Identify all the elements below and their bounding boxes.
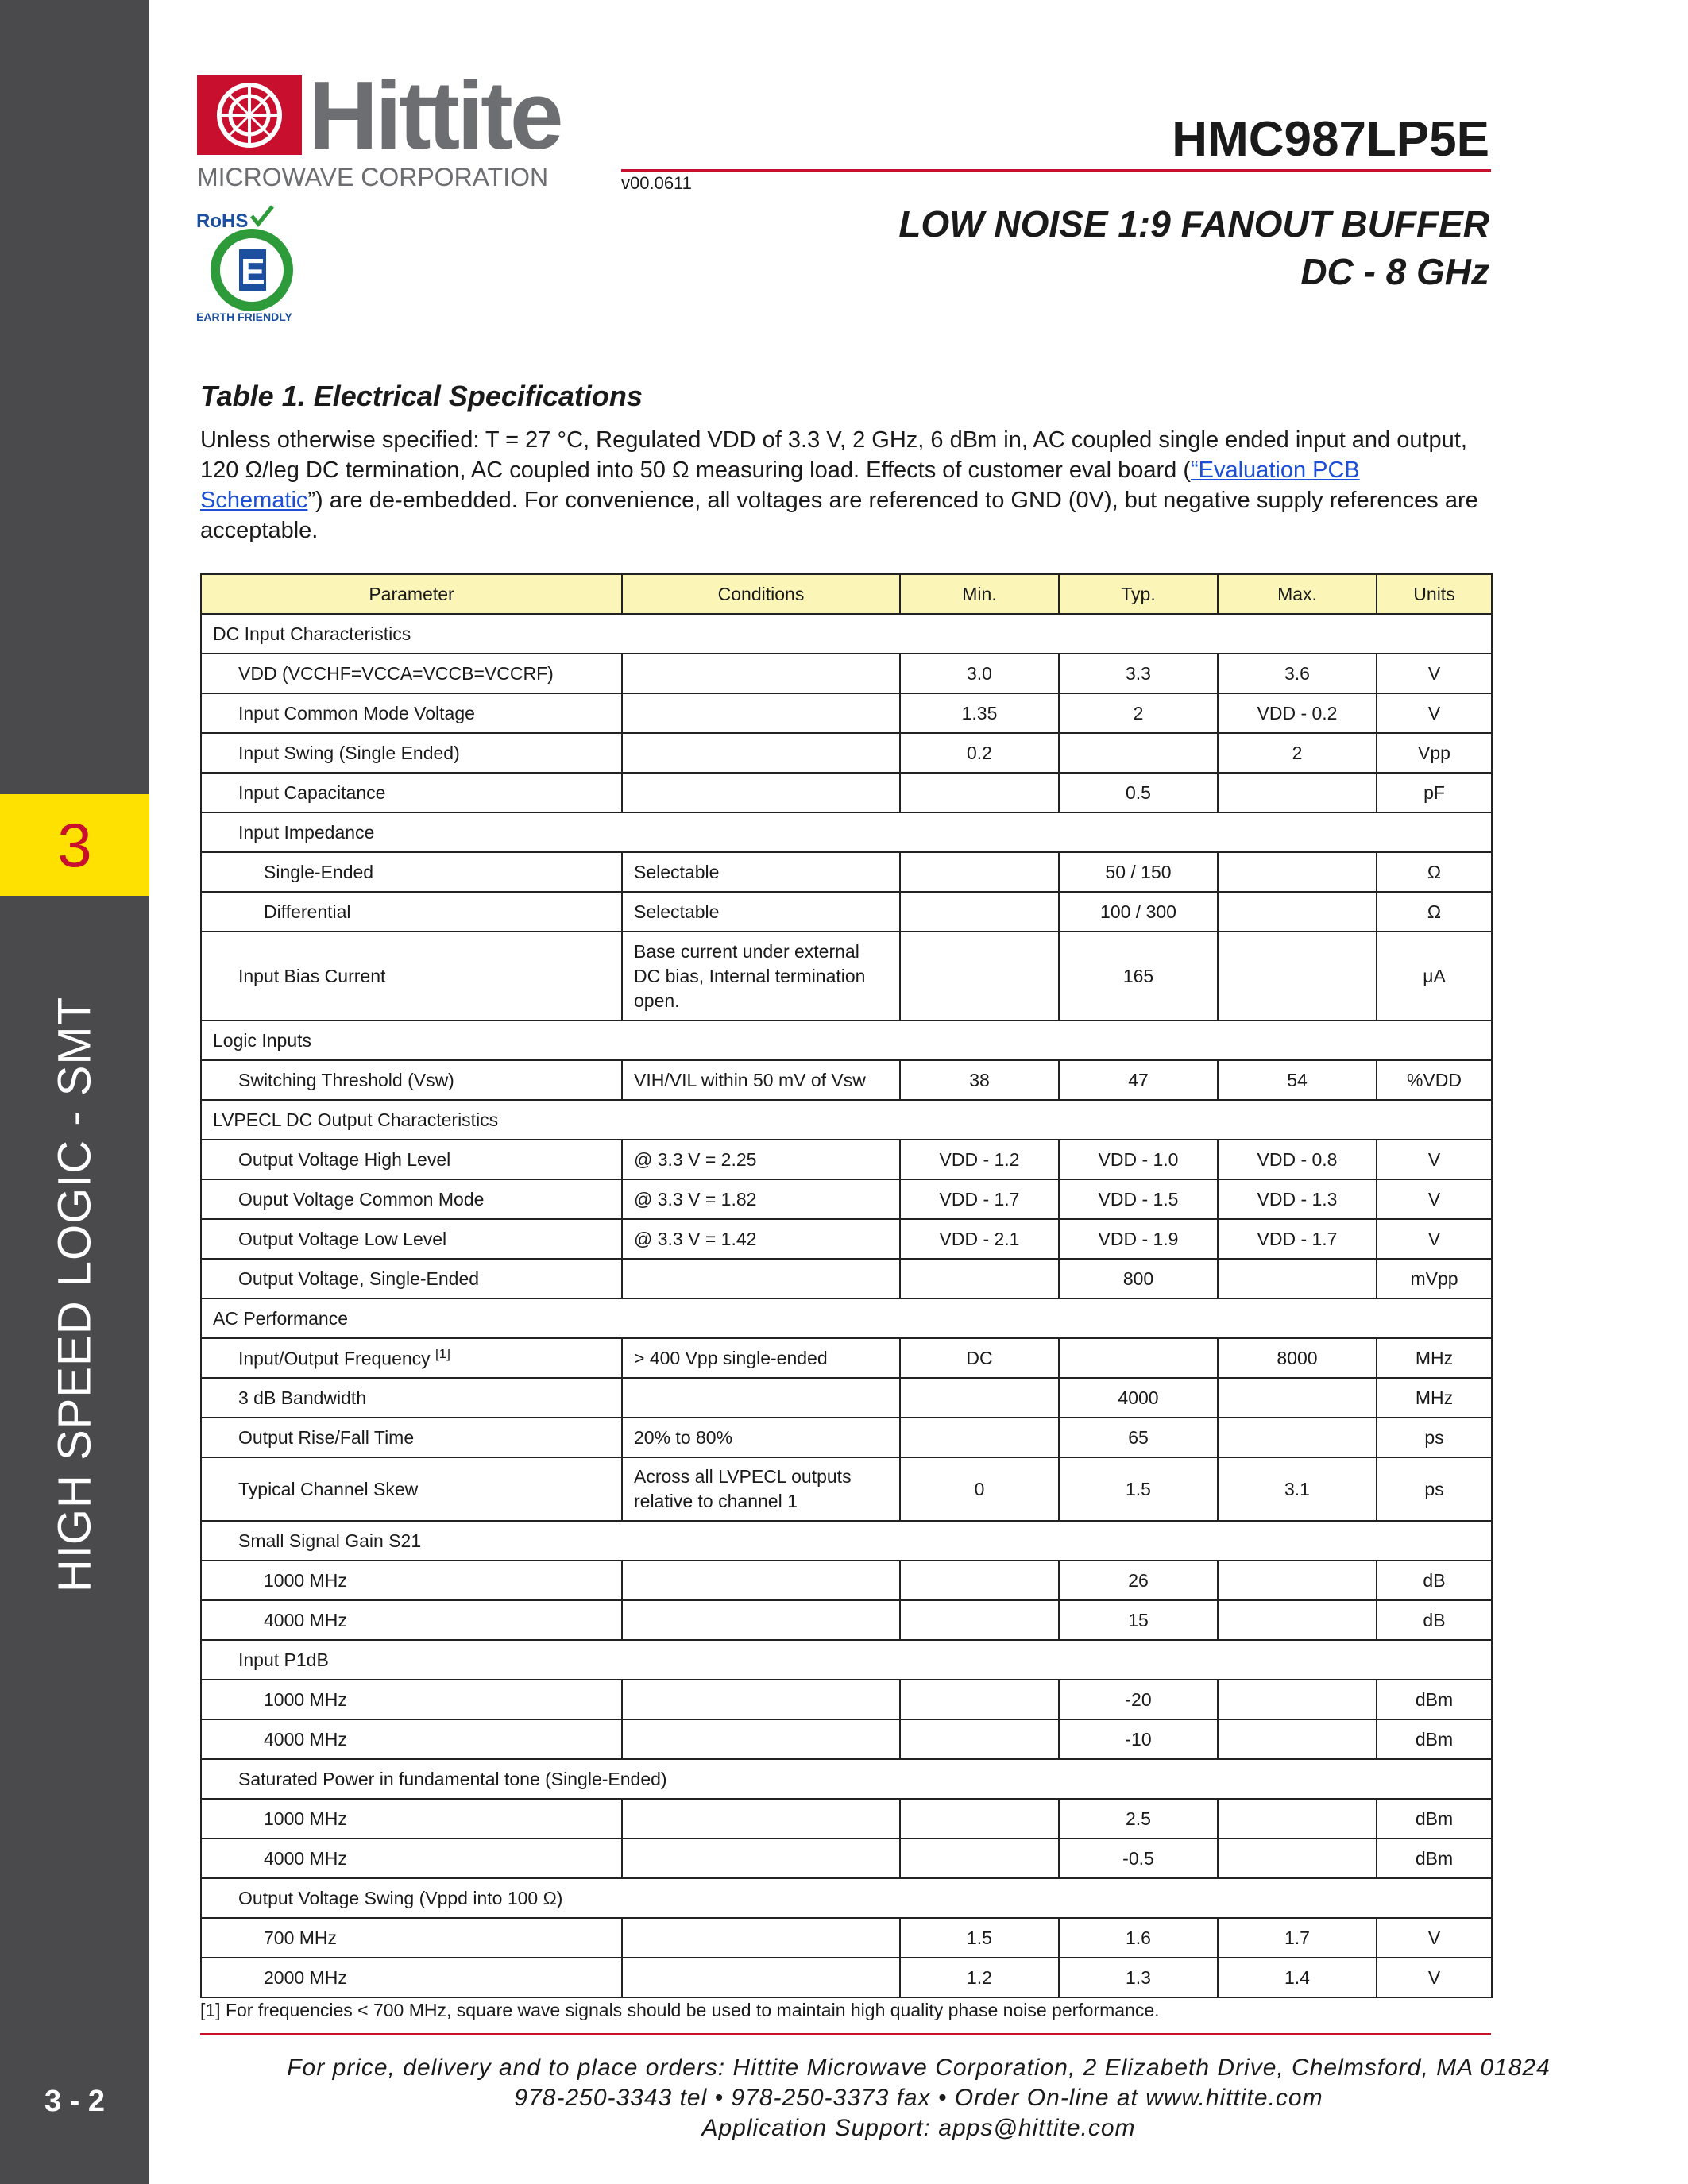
footnote-ref: [1]: [435, 1346, 450, 1362]
footer-line-3: Application Support: apps@hittite.com: [701, 2115, 1136, 2141]
max-cell: 1.4: [1218, 1958, 1377, 1997]
min-cell: [900, 1259, 1059, 1298]
chapter-tab[interactable]: 3: [0, 794, 149, 896]
min-cell: [900, 1839, 1059, 1878]
min-cell: 3.0: [900, 654, 1059, 693]
min-cell: 1.5: [900, 1918, 1059, 1958]
units-cell: Vpp: [1377, 733, 1492, 773]
param-label: Output Voltage High Level: [238, 1148, 451, 1170]
condition-cell: @ 3.3 V = 1.82: [622, 1179, 900, 1219]
param-label: 1000 MHz: [264, 1569, 347, 1591]
group-label: AC Performance: [201, 1298, 1492, 1338]
min-cell: [900, 1600, 1059, 1640]
param-cell: [201, 733, 622, 773]
units-cell: mVpp: [1377, 1259, 1492, 1298]
table-group-row: [201, 1100, 1492, 1140]
condition-cell: [622, 773, 900, 812]
table-row: [201, 1600, 1492, 1640]
condition-cell: VIH/VIL within 50 mV of Vsw: [622, 1060, 900, 1100]
typ-cell: VDD - 1.5: [1059, 1179, 1218, 1219]
units-cell: V: [1377, 654, 1492, 693]
min-cell: DC: [900, 1338, 1059, 1378]
typ-cell: 50 / 150: [1059, 852, 1218, 892]
typ-cell: 2.5: [1059, 1799, 1218, 1839]
param-label: Input/Output Frequency: [238, 1348, 431, 1369]
condition-cell: > 400 Vpp single-ended: [622, 1338, 900, 1378]
table-row: [201, 1338, 1492, 1378]
param-cell: [201, 773, 622, 812]
max-cell: [1218, 1719, 1377, 1759]
param-cell: [201, 1918, 622, 1958]
table-group-row: [201, 1878, 1492, 1918]
condition-cell: [622, 1259, 900, 1298]
param-cell: [201, 1719, 622, 1759]
max-cell: 54: [1218, 1060, 1377, 1100]
units-cell: Ω: [1377, 892, 1492, 932]
max-cell: [1218, 1839, 1377, 1878]
condition-cell: Selectable: [622, 892, 900, 932]
param-label: Switching Threshold (Vsw): [238, 1069, 454, 1090]
typ-cell: 26: [1059, 1561, 1218, 1600]
typ-cell: 800: [1059, 1259, 1218, 1298]
table-row: [201, 1378, 1492, 1418]
table-row: [201, 1958, 1492, 1997]
intro-text-a: Unless otherwise specified: T = 27 °C, Regulated VDD of 3.3 V, 2 GHz, 6 dBm in, AC coupled single ended input and output, 120 Ω/leg DC termination, AC coupled into 50 Ω measuring load. Effects of customer eval board (: [200, 427, 1467, 483]
typ-cell: [1059, 1338, 1218, 1378]
min-cell: VDD - 1.7: [900, 1179, 1059, 1219]
max-cell: [1218, 852, 1377, 892]
typ-cell: -10: [1059, 1719, 1218, 1759]
typ-cell: [1059, 733, 1218, 773]
param-cell: [201, 1839, 622, 1878]
param-cell: [201, 1958, 622, 1997]
param-label: 4000 MHz: [264, 1728, 347, 1750]
table-row: [201, 654, 1492, 693]
param-label: Ouput Voltage Common Mode: [238, 1188, 485, 1210]
units-cell: Ω: [1377, 852, 1492, 892]
typ-cell: -0.5: [1059, 1839, 1218, 1878]
units-cell: dB: [1377, 1561, 1492, 1600]
electrical-spec-table: [200, 573, 1493, 1998]
max-cell: 3.6: [1218, 654, 1377, 693]
typ-cell: 65: [1059, 1418, 1218, 1457]
param-cell: [201, 1060, 622, 1100]
min-cell: [900, 1799, 1059, 1839]
table-row: [201, 932, 1492, 1021]
units-cell: V: [1377, 1918, 1492, 1958]
max-cell: VDD - 0.8: [1218, 1140, 1377, 1179]
condition-cell: [622, 1799, 900, 1839]
typ-cell: 15: [1059, 1600, 1218, 1640]
max-cell: 1.7: [1218, 1918, 1377, 1958]
param-cell: [201, 1378, 622, 1418]
page-number: 3 - 2: [44, 2085, 106, 2118]
table-row: [201, 1140, 1492, 1179]
min-cell: [900, 932, 1059, 1021]
condition-cell: [622, 1958, 900, 1997]
subtitle-line-1: LOW NOISE 1:9 FANOUT BUFFER: [898, 203, 1489, 245]
param-cell: [201, 1338, 622, 1378]
units-cell: V: [1377, 1140, 1492, 1179]
units-cell: dBm: [1377, 1839, 1492, 1878]
footer-line-2: 978-250-3343 tel • 978-250-3373 fax • Order On-line at www.hittite.com: [514, 2085, 1323, 2111]
max-cell: VDD - 1.3: [1218, 1179, 1377, 1219]
param-label: Single-Ended: [264, 861, 374, 882]
min-cell: 0: [900, 1457, 1059, 1521]
units-cell: V: [1377, 693, 1492, 733]
units-cell: pF: [1377, 773, 1492, 812]
table-group-row: [201, 1021, 1492, 1060]
param-label: Output Voltage, Single-Ended: [238, 1268, 480, 1289]
table-row: [201, 1918, 1492, 1958]
param-cell: [201, 892, 622, 932]
units-cell: %VDD: [1377, 1060, 1492, 1100]
param-label: Typical Channel Skew: [238, 1478, 419, 1499]
param-cell: [201, 1140, 622, 1179]
table-group-row: [201, 1759, 1492, 1799]
table-row: [201, 1179, 1492, 1219]
param-cell: [201, 1259, 622, 1298]
param-cell: [201, 1219, 622, 1259]
table-row: [201, 1060, 1492, 1100]
typ-cell: 2: [1059, 693, 1218, 733]
param-label: 1000 MHz: [264, 1808, 347, 1829]
logo-wordmark: Hittite: [308, 61, 561, 169]
header-units: Units: [1377, 574, 1492, 614]
subtitle-line-2: DC - 8 GHz: [1300, 251, 1489, 292]
condition-cell: [622, 1918, 900, 1958]
table-row: [201, 1457, 1492, 1521]
table-row: [201, 1418, 1492, 1457]
max-cell: [1218, 1600, 1377, 1640]
max-cell: 3.1: [1218, 1457, 1377, 1521]
intro-paragraph: [200, 425, 1487, 546]
condition-cell: [622, 733, 900, 773]
table-body: [201, 614, 1492, 1997]
min-cell: [900, 852, 1059, 892]
version-label: v00.0611: [621, 173, 692, 193]
condition-cell: Selectable: [622, 852, 900, 892]
typ-cell: 165: [1059, 932, 1218, 1021]
rohs-subtitle: EARTH FRIENDLY: [196, 311, 292, 323]
param-cell: [201, 1680, 622, 1719]
rohs-earth-friendly-icon: [195, 205, 314, 324]
condition-cell: [622, 654, 900, 693]
typ-cell: VDD - 1.0: [1059, 1140, 1218, 1179]
svg-text:E: E: [241, 251, 265, 292]
param-label: Input Common Mode Voltage: [238, 702, 475, 723]
max-cell: [1218, 1378, 1377, 1418]
min-cell: VDD - 2.1: [900, 1219, 1059, 1259]
min-cell: [900, 773, 1059, 812]
condition-cell: @ 3.3 V = 1.42: [622, 1219, 900, 1259]
header-parameter: Parameter: [201, 574, 622, 614]
units-cell: dBm: [1377, 1719, 1492, 1759]
max-cell: [1218, 1799, 1377, 1839]
typ-cell: 3.3: [1059, 654, 1218, 693]
max-cell: VDD - 1.7: [1218, 1219, 1377, 1259]
param-cell: [201, 1799, 622, 1839]
table-title: Table 1. Electrical Specifications: [200, 380, 643, 412]
table-header-row: [201, 574, 1492, 614]
min-cell: [900, 1719, 1059, 1759]
param-label: Input Swing (Single Ended): [238, 742, 460, 763]
max-cell: [1218, 1259, 1377, 1298]
units-cell: V: [1377, 1179, 1492, 1219]
max-cell: [1218, 932, 1377, 1021]
max-cell: [1218, 773, 1377, 812]
table-group-row: [201, 812, 1492, 852]
product-subtitle: [898, 200, 1489, 295]
header-typ: Typ.: [1059, 574, 1218, 614]
condition-cell: [622, 693, 900, 733]
param-label: Input Bias Current: [238, 965, 386, 986]
group-label: Small Signal Gain S21: [201, 1521, 1492, 1561]
max-cell: VDD - 0.2: [1218, 693, 1377, 733]
max-cell: [1218, 1561, 1377, 1600]
table-row: [201, 693, 1492, 733]
footer-line-1: For price, delivery and to place orders: Hittite Microwave Corporation, 2 Elizabeth Drive, Chelmsford, MA 01824: [287, 2055, 1551, 2081]
param-label: Output Rise/Fall Time: [238, 1426, 415, 1448]
part-number: HMC987LP5E: [1172, 112, 1489, 167]
param-label: 700 MHz: [264, 1927, 338, 1948]
logo-subtitle: MICROWAVE CORPORATION: [197, 163, 549, 191]
table-group-row: [201, 1521, 1492, 1561]
table-row: [201, 1839, 1492, 1878]
min-cell: 1.2: [900, 1958, 1059, 1997]
group-label: Input Impedance: [201, 812, 1492, 852]
min-cell: [900, 1680, 1059, 1719]
group-label: DC Input Characteristics: [201, 614, 1492, 654]
typ-cell: 1.3: [1059, 1958, 1218, 1997]
table-row: [201, 1680, 1492, 1719]
typ-cell: 1.6: [1059, 1918, 1218, 1958]
units-cell: MHz: [1377, 1338, 1492, 1378]
table-row: [201, 733, 1492, 773]
param-label: 4000 MHz: [264, 1847, 347, 1869]
max-cell: 8000: [1218, 1338, 1377, 1378]
typ-cell: 1.5: [1059, 1457, 1218, 1521]
min-cell: VDD - 1.2: [900, 1140, 1059, 1179]
param-cell: [201, 693, 622, 733]
units-cell: dB: [1377, 1600, 1492, 1640]
param-cell: [201, 1561, 622, 1600]
max-cell: 2: [1218, 733, 1377, 773]
header-min: Min.: [900, 574, 1059, 614]
header-divider: [621, 169, 1491, 172]
param-cell: [201, 1600, 622, 1640]
condition-cell: @ 3.3 V = 2.25: [622, 1140, 900, 1179]
param-label: 1000 MHz: [264, 1688, 347, 1710]
units-cell: V: [1377, 1219, 1492, 1259]
param-cell: [201, 1418, 622, 1457]
table-row: [201, 1719, 1492, 1759]
condition-cell: [622, 1600, 900, 1640]
param-label: 3 dB Bandwidth: [238, 1387, 367, 1408]
param-cell: [201, 654, 622, 693]
section-title-text: HIGH SPEED LOGIC - SMT: [48, 996, 101, 1593]
table-group-row: [201, 1298, 1492, 1338]
typ-cell: 4000: [1059, 1378, 1218, 1418]
table-group-row: [201, 614, 1492, 654]
param-cell: [201, 1457, 622, 1521]
table-row: [201, 892, 1492, 932]
table-row: [201, 1219, 1492, 1259]
param-label: 4000 MHz: [264, 1609, 347, 1630]
typ-cell: VDD - 1.9: [1059, 1219, 1218, 1259]
group-label: Saturated Power in fundamental tone (Single-Ended): [201, 1759, 1492, 1799]
max-cell: [1218, 892, 1377, 932]
table-row: [201, 852, 1492, 892]
param-label: VDD (VCCHF=VCCA=VCCB=VCCRF): [238, 662, 554, 684]
logo-badge-icon: [197, 75, 302, 155]
units-cell: dBm: [1377, 1799, 1492, 1839]
param-cell: [201, 932, 622, 1021]
table-group-row: [201, 1640, 1492, 1680]
footer: [149, 2053, 1688, 2143]
hittite-logo: [197, 61, 642, 203]
header-max: Max.: [1218, 574, 1377, 614]
units-cell: dBm: [1377, 1680, 1492, 1719]
param-label: 2000 MHz: [264, 1966, 347, 1988]
min-cell: 1.35: [900, 693, 1059, 733]
min-cell: [900, 1418, 1059, 1457]
max-cell: [1218, 1680, 1377, 1719]
evaluation-pcb-link[interactable]: “Evaluation PCB Schematic: [200, 457, 1360, 513]
param-label: Differential: [264, 901, 351, 922]
max-cell: [1218, 1418, 1377, 1457]
param-label: Output Voltage Low Level: [238, 1228, 447, 1249]
min-cell: 0.2: [900, 733, 1059, 773]
group-label: Logic Inputs: [201, 1021, 1492, 1060]
min-cell: [900, 892, 1059, 932]
group-label: LVPECL DC Output Characteristics: [201, 1100, 1492, 1140]
typ-cell: 0.5: [1059, 773, 1218, 812]
intro-text-b: ”) are de-embedded. For convenience, all voltages are referenced to GND (0V), but negative supply references are acceptable.: [200, 488, 1478, 543]
condition-cell: 20% to 80%: [622, 1418, 900, 1457]
min-cell: 38: [900, 1060, 1059, 1100]
param-label: Input Capacitance: [238, 781, 386, 803]
param-cell: [201, 1179, 622, 1219]
param-cell: [201, 852, 622, 892]
rohs-label: RoHS: [196, 210, 249, 232]
table-row: [201, 1799, 1492, 1839]
condition-cell: [622, 1561, 900, 1600]
typ-cell: 100 / 300: [1059, 892, 1218, 932]
typ-cell: 47: [1059, 1060, 1218, 1100]
footnote: [1] For frequencies < 700 MHz, square wave signals should be used to maintain high quality phase noise performance.: [200, 2000, 1160, 2020]
condition-cell: [622, 1839, 900, 1878]
units-cell: μA: [1377, 932, 1492, 1021]
units-cell: MHz: [1377, 1378, 1492, 1418]
min-cell: [900, 1378, 1059, 1418]
units-cell: ps: [1377, 1418, 1492, 1457]
table-row: [201, 1561, 1492, 1600]
condition-cell: Across all LVPECL outputs relative to channel 1: [622, 1457, 900, 1521]
group-label: Output Voltage Swing (Vppd into 100 Ω): [201, 1878, 1492, 1918]
table-row: [201, 1259, 1492, 1298]
condition-cell: Base current under external DC bias, Internal termination open.: [622, 932, 900, 1021]
condition-cell: [622, 1680, 900, 1719]
sidebar: [0, 0, 149, 2184]
group-label: Input P1dB: [201, 1640, 1492, 1680]
condition-cell: [622, 1378, 900, 1418]
table-row: [201, 773, 1492, 812]
header-conditions: Conditions: [622, 574, 900, 614]
footer-divider: [200, 2033, 1491, 2035]
typ-cell: -20: [1059, 1680, 1218, 1719]
units-cell: ps: [1377, 1457, 1492, 1521]
units-cell: V: [1377, 1958, 1492, 1997]
condition-cell: [622, 1719, 900, 1759]
min-cell: [900, 1561, 1059, 1600]
